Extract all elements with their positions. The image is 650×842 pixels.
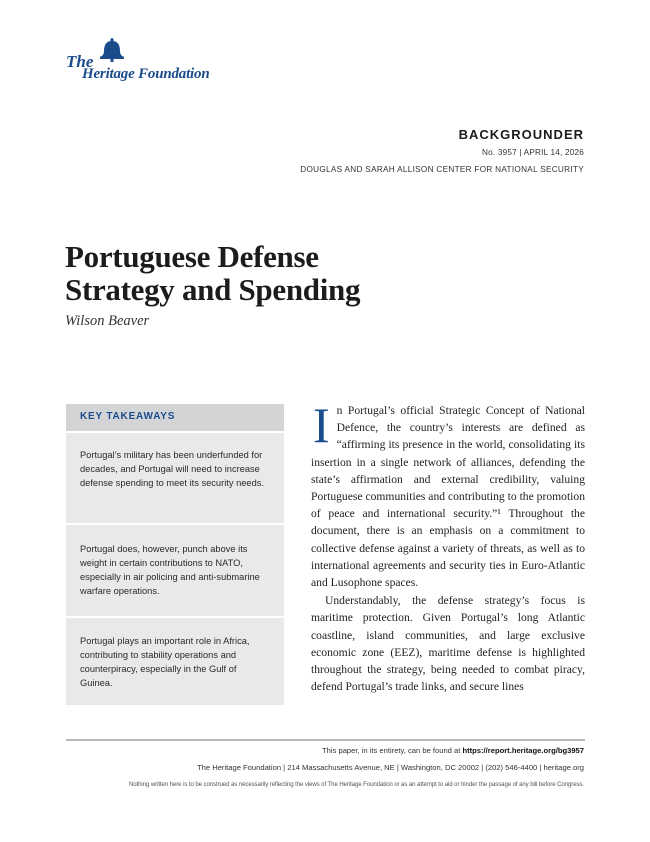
page-title — [65, 240, 465, 306]
footer-link-prefix: This paper, in its entirety, can be found at — [322, 746, 463, 755]
heritage-logo — [64, 38, 234, 88]
logo-the-text: The — [66, 52, 94, 71]
research-center: DOUGLAS AND SARAH ALLISON CENTER FOR NATIONAL SECURITY — [300, 165, 584, 174]
body-paragraph-1 — [311, 397, 585, 591]
footer-paper-link — [322, 746, 584, 755]
footer-disclaimer: Nothing written here is to be construed as necessarily reflecting the views of The Heritage Foundation or as an attempt to aid or hinder the passage of any bill before Congress. — [128, 781, 584, 788]
title-line-1: Portuguese Defense — [65, 239, 319, 274]
takeaway-item: Portugal plays an important role in Africa, contributing to stability operations and counterpiracy, especially in the Gulf of Guinea. — [66, 616, 284, 705]
footer-address: The Heritage Foundation | 214 Massachusetts Avenue, NE | Washington, DC 20002 | (202) 546-4400 | heritage.org — [197, 763, 584, 772]
paragraph-1-text: n Portugal’s official Strategic Concept of National Defence, the country’s interests are defined as “affirming its presence in the world, consolidating its insertion in a single network of alliances, defending the state’s affirmation and external credibility, valuing Portuguese communities and contributing to the promotion of peace and international security.”¹ Throughout the document, there is an emphasis on a commitment to collective defense against a variety of threats, as well as to international agreements and security ties in Euro-Atlantic and Lusophone spaces. — [311, 404, 585, 590]
drop-cap: I — [313, 397, 330, 453]
body-text-column — [311, 397, 585, 695]
liberty-bell-icon — [98, 38, 126, 62]
logo-name-text: Heritage Foundation — [82, 66, 210, 82]
footer-divider — [66, 739, 585, 741]
document-type: BACKGROUNDER — [458, 127, 584, 142]
author-name: Wilson Beaver — [65, 313, 150, 329]
key-takeaways-box — [66, 404, 284, 705]
takeaway-item: Portugal does, however, punch above its weight in certain contributions to NATO, especially in air policing and anti-submarine warfare operations. — [66, 523, 284, 616]
key-takeaways-heading: KEY TAKEAWAYS — [66, 404, 284, 431]
body-paragraph-2: Understandably, the defense strategy’s focus is maritime protection. Given Portugal’s long Atlantic coastline, island communities, and large exclusive economic zone (EEZ), maritime defense is highlighted throughout the strategy, being needed to combat piracy, defend Portugal’s trade links, and secure lines — [311, 594, 585, 694]
title-line-2: Strategy and Spending — [65, 272, 361, 307]
document-number-date: No. 3957 | APRIL 14, 2026 — [482, 148, 584, 157]
report-url-link[interactable]: https://report.heritage.org/bg3957 — [462, 746, 584, 755]
takeaway-item: Portugal’s military has been underfunded for decades, and Portugal will need to increase defense spending to meet its security needs. — [66, 431, 284, 523]
